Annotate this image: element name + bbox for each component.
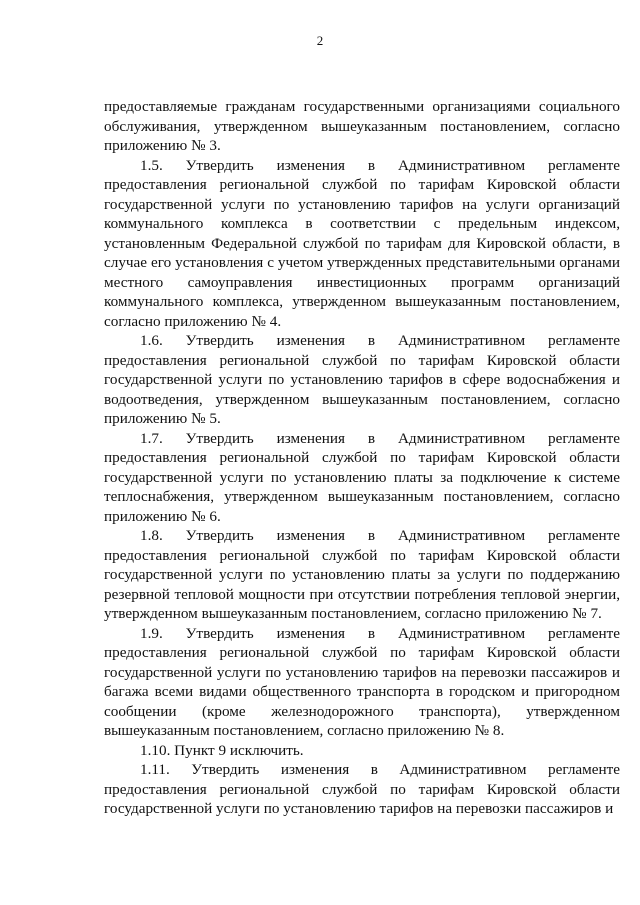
paragraph-1-6: 1.6. Утвердить изменения в Административном регламенте предоставления региональной службой по тарифам Кировской области государственной услуги по установлению тарифов в сфере водоснабжения и водоотведения, утвержденном вышеуказанным постановлением, согласно приложению № 5. (104, 332, 620, 427)
paragraph-1-8: 1.8. Утвердить изменения в Административном регламенте предоставления региональной службой по тарифам Кировской области государственной услуги по установлению платы за услуги по поддержанию резервной тепловой мощности при отсутствии потребления тепловой энергии, утвержденном вышеуказанным постановлением, согласно приложению № 7. (104, 527, 620, 622)
paragraph-1-9: 1.9. Утвердить изменения в Административном регламенте предоставления региональной службой по тарифам Кировской области государственной услуги по установлению тарифов на перевозки пассажиров и багажа всеми видами общественного транспорта в городском и пригородном сообщении (кроме железнодорожного транспорта), утвержденном вышеуказанным постановлением, согласно приложению № 8. (104, 624, 620, 739)
document-body (104, 97, 620, 819)
paragraph-1-7: 1.7. Утвердить изменения в Административном регламенте предоставления региональной службой по тарифам Кировской области государственной услуги по установлению платы за подключение к системе теплоснабжения, утвержденном вышеуказанным постановлением, согласно приложению № 6. (104, 429, 620, 525)
paragraph-1-5: 1.5. Утвердить изменения в Административном регламенте предоставления региональной службой по тарифам Кировской области государственной услуги по установлению тарифов на услуги организаций коммунального комплекса в соответствии с предельным индексом, установленным Федеральной службой по тарифам для Кировской области, в случае его установления с учетом утвержденных представительными органами местного самоуправления инвестиционных программ организаций коммунального комплекса, утвержденном вышеуказанным постановлением, согласно приложению № 4. (104, 156, 620, 330)
page-number: 2 (316, 33, 324, 48)
paragraph-continuation: предоставляемые гражданам государственными организациями социального обслуживания, утвержденном вышеуказанным постановлением, согласно приложению № 3. (104, 98, 620, 154)
paragraph-1-10: 1.10. Пункт 9 исключить. (140, 741, 304, 759)
paragraph-1-11: 1.11. Утвердить изменения в Административном регламенте предоставления региональной службой по тарифам Кировской области государственной услуги по установлению тарифов на перевозки пассажиров и (104, 761, 620, 817)
